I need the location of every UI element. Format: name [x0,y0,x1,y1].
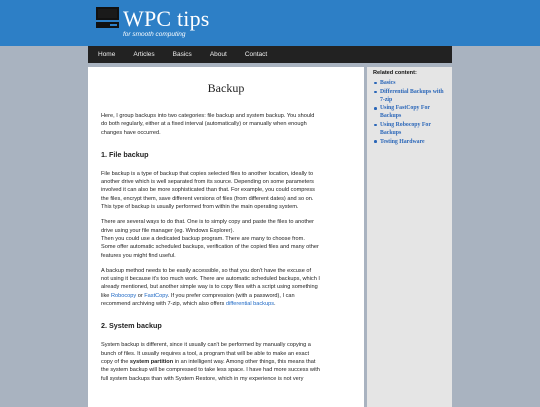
related-link-robocopy[interactable]: Using Robocopy For Backups [373,122,448,137]
text-line: A backup method needs to be easily accessible, so that you don't have the excuse of [101,267,312,274]
text-line: full system backups than with System Restore, which in my experience is not very [101,375,304,382]
nav-contact[interactable]: Contact [244,51,268,58]
text-fragment: copy of the [101,358,130,365]
text-fragment: recommend archiving with 7-zip, which also offers [101,301,226,308]
nav-basics[interactable]: Basics [172,51,192,58]
site-tagline: for smooth computing [123,31,186,38]
text-line: the files, encrypt them, save different versions of files (from different dates) and so on. [101,195,314,202]
file-backup-heading: 1. File backup [101,149,149,159]
related-list [367,80,452,146]
text-fragment: . If you prefer compression (with a password), I can [167,292,295,299]
text-line: Some offer automatic scheduled backups, verification of the copied files and many other [101,244,319,251]
intro-paragraph [101,112,351,137]
text-line: do both regularly, either at a fixed interval (automatically) or manually when enough [101,121,307,128]
file-backup-paragraph [101,170,351,211]
system-backup-heading: 2. System backup [101,321,162,331]
text-line: Then you could use a dedicated backup program. There are many to choose from. [101,235,305,242]
system-backup-paragraph [101,341,351,382]
related-link-basics[interactable]: Basics [373,80,448,88]
text-line: another drive which is well separated from its source. Depending on some parameters [101,179,314,186]
site-title[interactable]: WPC tips [123,6,210,31]
text-line: This type of backup is usually performed from within the main operating system. [101,204,299,211]
text-line: Here, I group backups into two categories: file backup and system backup. You should [101,113,315,119]
site-header [0,0,540,46]
text-fragment: like [101,292,111,299]
main-nav [88,46,452,63]
fastcopy-link[interactable]: FastCopy [144,292,168,299]
text-line: bunch of files. It usually requires a tool, a program that will be able to make an exact [101,350,310,357]
article [88,67,364,407]
text-line: System backup is different, since it usually can't be performed by manually copying a [101,342,311,349]
monitor-logo-icon[interactable] [96,7,119,28]
sidebar-heading: Related content: [373,70,417,76]
method-paragraph [101,267,351,308]
sidebar [367,67,452,407]
text-line: involved it can also be more sophisticated than that. For example, you could compress [101,187,315,194]
bold-text: system partition [129,358,174,365]
related-link-differential-backups[interactable]: Differential Backups with 7-zip [373,89,448,104]
text-line: File backup is a type of backup that copies selected files to another location, ideally to [101,170,314,177]
related-link-testing-hardware[interactable]: Testing Hardware [373,139,448,147]
text-line: not using it because it's too much work. There are automatic scheduled backups, which I [101,276,320,283]
text-line: the system backup will be compressed to take less space. I have had more success with [101,367,320,374]
copy-paragraph [101,218,351,259]
nav-home[interactable]: Home [98,51,116,58]
differential-backups-link[interactable]: differential backups [225,301,274,308]
text-line: changes have occurred. [101,129,161,136]
text-line: features you might find useful. [101,252,176,259]
text-line: already mentioned, but another simple way is to copy files with a script using something [101,284,318,291]
page-title: Backup [207,81,245,95]
robocopy-link[interactable]: Robocopy [110,292,137,299]
nav-about[interactable]: About [209,51,227,58]
text-line: There are several ways to do that. One is to simply copy and paste the files to another [101,219,314,226]
related-link-fastcopy[interactable]: Using FastCopy For Backups [373,105,448,120]
nav-articles[interactable]: Articles [133,51,155,58]
text-line: drive using your file manager (eg. Windows Explorer). [101,227,235,234]
text-fragment: or [136,292,145,299]
text-fragment: . [274,301,276,308]
text-fragment: in an intelligent way. Among other things, this means that [173,358,316,365]
